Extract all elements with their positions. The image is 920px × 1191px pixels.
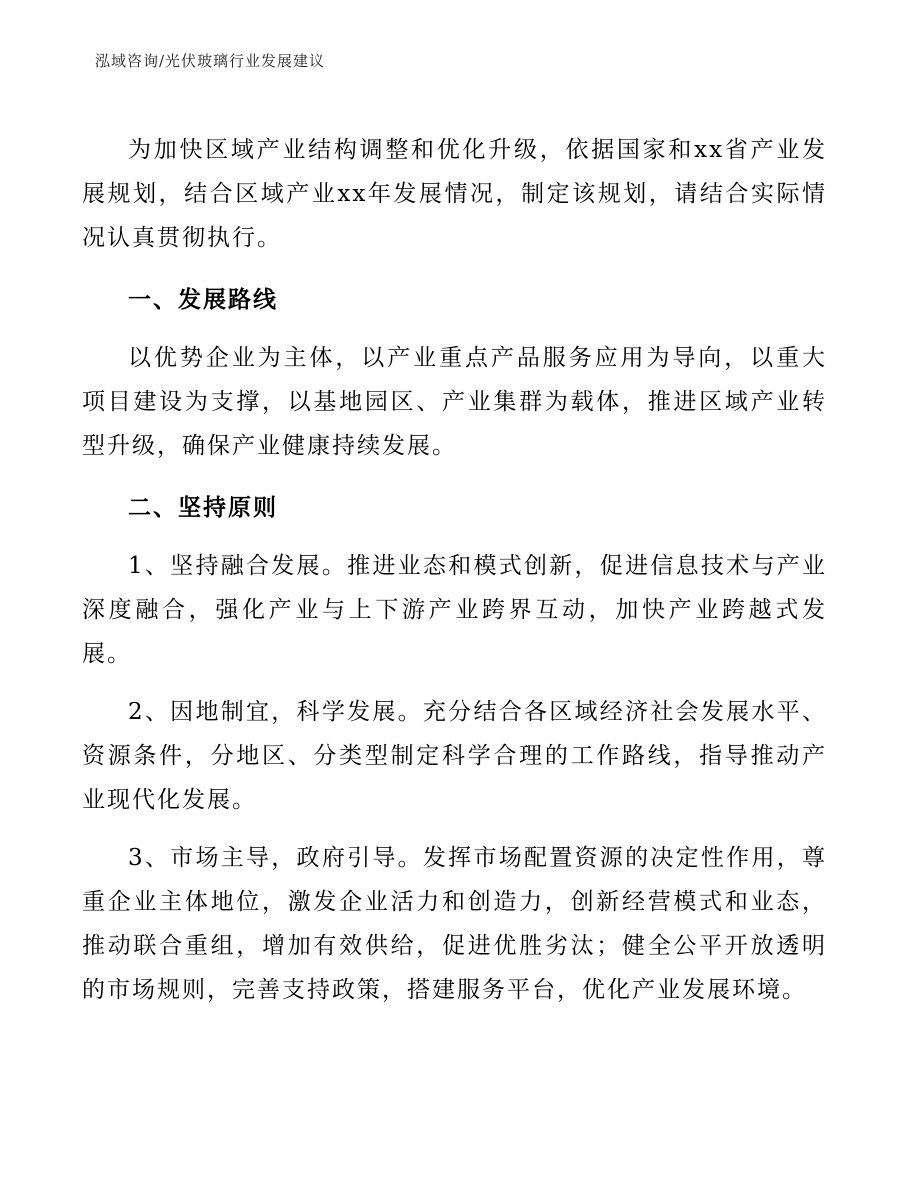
principle-item-1: 1、坚持融合发展。推进业态和模式创新，促进信息技术与产业深度融合，强化产业与上下游产业跨界互动，加快产业跨越式发展。: [82, 553, 827, 667]
header-divider: [95, 78, 825, 79]
section-heading-principles: 二、坚持原则: [128, 495, 278, 521]
spacer: [82, 322, 827, 336]
development-route-paragraph: 以优势企业为主体，以产业重点产品服务应用为导向，以重大项目建设为支撑，以基地园区、产业集群为载体，推进区域产业转型升级，确保产业健康持续发展。: [82, 345, 827, 459]
spacer: [82, 260, 827, 278]
spacer: [82, 676, 827, 690]
principle-item-2: 2、因地制宜，科学发展。充分结合各区域经济社会发展水平、资源条件，分地区、分类型制定科学合理的工作路线，指导推动产业现代化发展。: [82, 699, 827, 813]
spacer: [82, 468, 827, 486]
principle-item-3: 3、市场主导，政府引导。发挥市场配置资源的决定性作用，尊重企业主体地位，激发企业活力和创造力，创新经营模式和业态，推动联合重组，增加有效供给，促进优胜劣汰；健全公平开放透明的市场规则，完善支持政策，搭建服务平台，优化产业发展环境。: [82, 845, 827, 1003]
document-body: [82, 128, 827, 1012]
spacer: [82, 822, 827, 836]
page-header: 泓域咨询/光伏玻璃行业发展建议: [95, 52, 326, 70]
spacer: [82, 530, 827, 544]
intro-paragraph: 为加快区域产业结构调整和优化升级，依据国家和xx省产业发展规划，结合区域产业xx年发展情况，制定该规划，请结合实际情况认真贯彻执行。: [82, 137, 827, 251]
section-heading-development-route: 一、发展路线: [128, 287, 278, 313]
